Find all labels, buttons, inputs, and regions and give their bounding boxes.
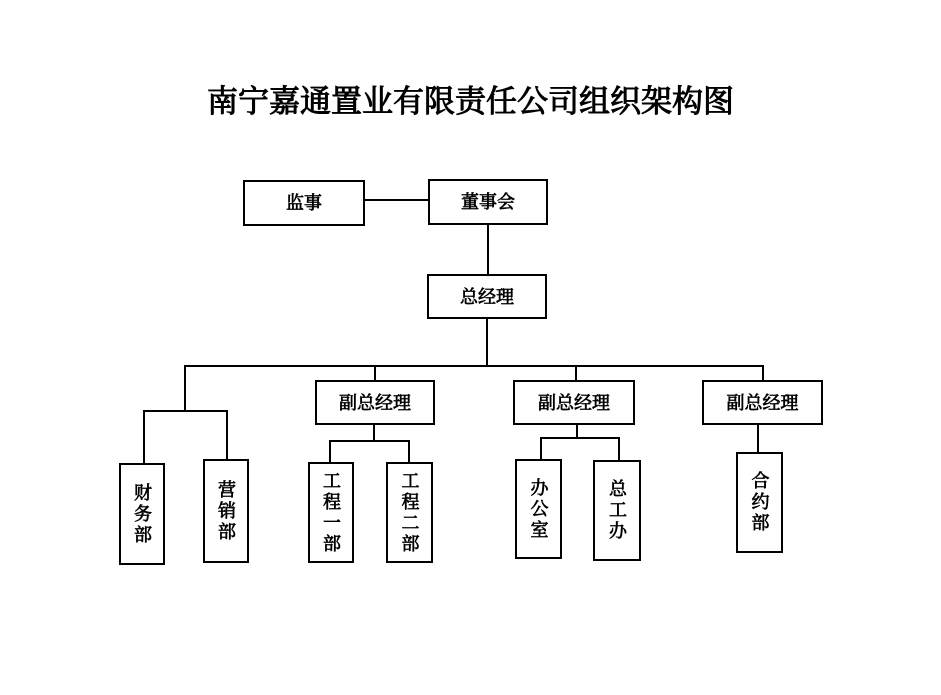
node-engineering-dept-1: 工程一部 (308, 462, 354, 563)
node-chief-engineer-office: 总工办 (593, 460, 641, 561)
connector-left-branch-split (143, 410, 228, 412)
connector-drop-deputy-gm-3 (762, 365, 764, 381)
node-supervisor: 监事 (243, 180, 365, 226)
node-office: 办公室 (515, 459, 562, 559)
connector-drop-engineering-1 (329, 440, 331, 463)
connector-drop-engineering-2 (408, 440, 410, 463)
connector-deputy-gm-2-split (540, 437, 620, 439)
connector-drop-finance (143, 410, 145, 464)
connector-drop-marketing (226, 410, 228, 460)
connector-general-manager-trunk (486, 318, 488, 366)
connector-left-branch-drop (184, 365, 186, 412)
connector-board-general-manager (487, 224, 489, 275)
connector-drop-office (540, 437, 542, 460)
node-deputy-gm-3: 副总经理 (702, 380, 823, 425)
page-title: 南宁嘉通置业有限责任公司组织架构图 (207, 84, 734, 119)
node-board: 董事会 (428, 179, 548, 225)
connector-deputy-gm-1-split (329, 440, 410, 442)
node-general-manager: 总经理 (427, 274, 547, 319)
connector-drop-deputy-gm-1 (374, 365, 376, 381)
connector-drop-chief-eng-office (618, 437, 620, 461)
connector-supervisor-board (365, 199, 428, 201)
node-engineering-dept-2: 工程二部 (386, 462, 433, 563)
node-deputy-gm-1: 副总经理 (315, 380, 435, 425)
connector-deputy-gm-2-riser (576, 424, 578, 438)
node-marketing-dept: 营销部 (203, 459, 249, 563)
node-finance-dept: 财务部 (119, 463, 165, 565)
connector-drop-contract (757, 424, 759, 453)
node-deputy-gm-2: 副总经理 (513, 380, 635, 425)
connector-drop-deputy-gm-2 (575, 365, 577, 381)
connector-main-distribution-line (184, 365, 764, 367)
node-contract-dept: 合约部 (736, 452, 783, 553)
